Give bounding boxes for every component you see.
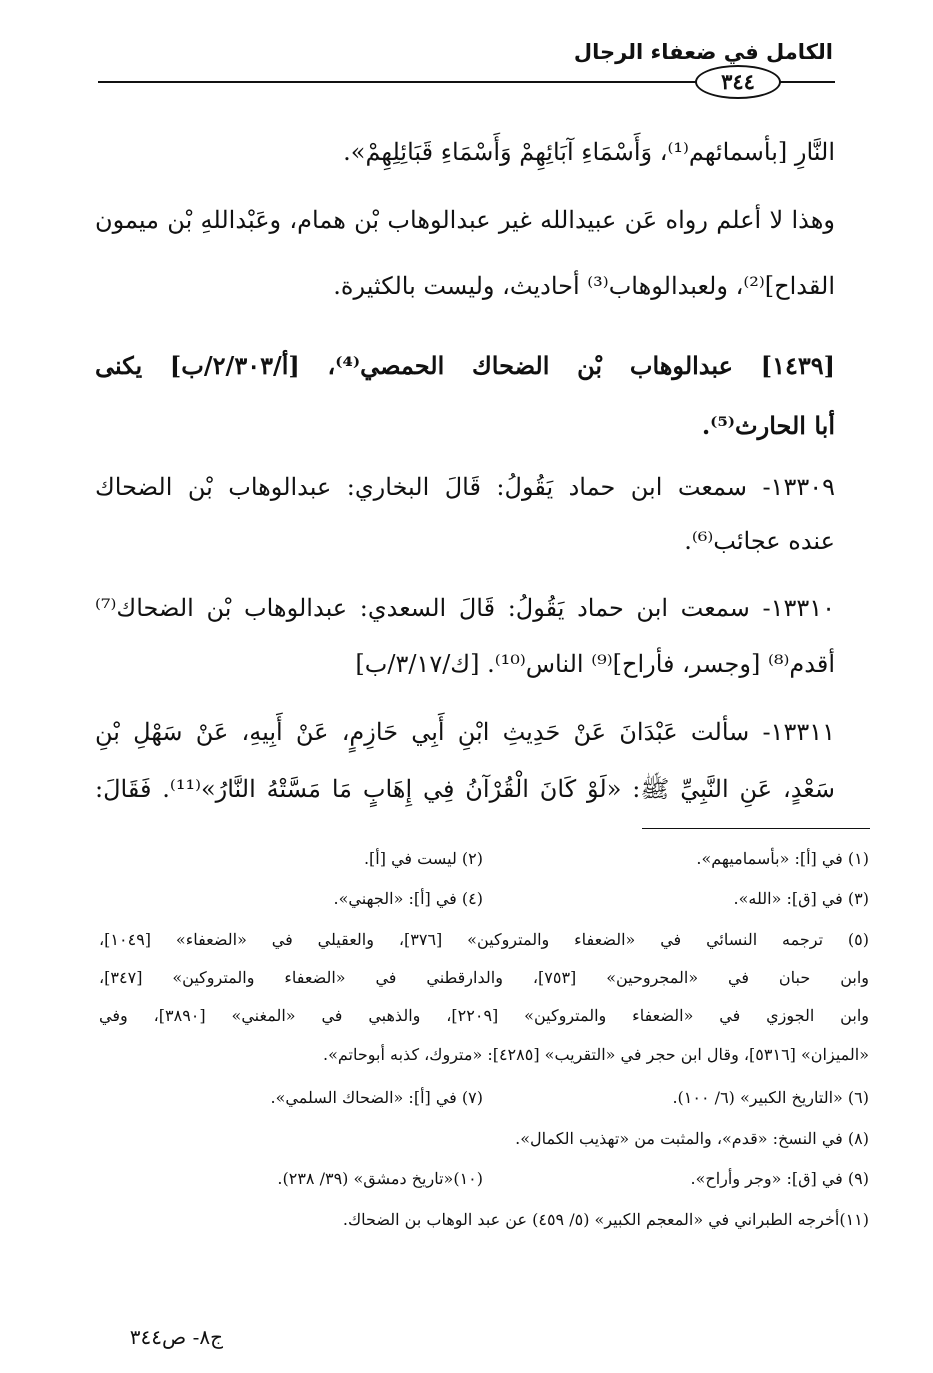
footnote-1: (١) في [أ]: «بأسماميهم». [696, 849, 869, 868]
hadith-13310-line-1: ١٣٣١٠- سمعت ابن حماد يَقُولُ: قَالَ السعدي: عبدالوهاب بْن الضحاك⁽⁷⁾ [95, 594, 836, 622]
footnote-6: (٦) «التاريخ الكبير» (٦/ ١٠٠). [672, 1088, 869, 1107]
body-line-3: القداح]⁽²⁾، ولعبدالوهاب⁽³⁾ أحاديث، وليست بالكثيرة. [333, 272, 835, 300]
running-title: الكامل في ضعفاء الرجال [573, 40, 833, 64]
entry-heading-line-1: [١٤٣٩] عبدالوهاب بْن الضحاك الحمصي⁽⁴⁾، [أ/٢/٣٠٣/ب] يكنى [95, 351, 835, 380]
hadith-13310-line-2: أقدم⁽⁸⁾ [وجسر، فأراح]⁽⁹⁾ الناس⁽¹⁰⁾. [ك/٣/١٧/ب] [355, 650, 835, 678]
body-line-2: وهذا لا أعلم رواه عَن عبيدالله غير عبدالوهاب بْن همام، وعَبْداللهِ بْن ميمون [95, 206, 835, 234]
hadith-13311-line-2: سَعْدٍ، عَنِ النَّبِيِّ ﷺ: «لَوْ كَانَ الْقُرْآنُ فِي إِهَابٍ مَا مَسَّتْهُ النَّارُ»⁽¹¹⁾. فَقَالَ: [95, 775, 835, 803]
footnote-3: (٣) في [ق]: «الله». [733, 889, 869, 908]
footnote-5-line-4: «الميزان» [٥٣١٦]، وقال ابن حجر في «التقريب» [٤٢٨٥]: «متروك، كذبه أبوحاتم». [323, 1045, 869, 1064]
footnote-10: (١٠)«تاريخ دمشق» (٣٩/ ٢٣٨). [277, 1169, 483, 1188]
footnote-5-line-3: وابن الجوزي في «الضعفاء والمتروكين» [٢٢٠٩]، والذهبي في «المغني» [٣٨٩٠]، وفي [99, 1006, 869, 1025]
body-line-1: النَّارِ [بأسمائهم⁽¹⁾، وَأَسْمَاءِ آبَائِهِمْ وَأَسْمَاءِ قَبَائِلِهِمْ». [343, 138, 835, 166]
entry-heading-line-2: أبا الحارث⁽⁵⁾. [701, 411, 835, 440]
footnote-11: (١١)أخرجه الطبراني في «المعجم الكبير» (٥/ ٤٥٩) عن عبد الوهاب بن الضحاك. [342, 1210, 869, 1229]
volume-page-footer: ج٨- ص٣٤٤ [129, 1325, 223, 1349]
footnote-5-line-1: (٥) ترجمه النسائي في «الضعفاء والمتروكين» [٣٧٦]، والعقيلي في «الضعفاء» [١٠٤٩]، [99, 930, 870, 949]
footnote-5-line-2: وابن حبان في «المجروحين» [٧٥٣]، والدارقطني في «الضعفاء والمتروكين» [٣٤٧]، [99, 968, 869, 987]
hadith-13309-line-1: ١٣٣٠٩- سمعت ابن حماد يَقُولُ: قَالَ البخاري: عبدالوهاب بْن الضحاك [95, 473, 835, 501]
footnote-2: (٢) ليست في [أ]. [363, 849, 483, 868]
footnote-8: (٨) في النسخ: «قدم»، والمثبت من «تهذيب الكمال». [515, 1129, 869, 1148]
page-number-badge: ٣٤٤ [695, 65, 781, 99]
footnote-9: (٩) في [ق]: «وجر وأراح». [690, 1169, 869, 1188]
footnote-7: (٧) في [أ]: «الضحاك السلمي». [270, 1088, 483, 1107]
footnote-4: (٤) في [أ]: «الجهني». [333, 889, 483, 908]
footnote-separator [642, 828, 870, 829]
hadith-13311-line-1: ١٣٣١١- سألت عَبْدَانَ عَنْ حَدِيثِ ابْنِ أَبِي حَازِمٍ، عَنْ أَبِيهِ، عَنْ سَهْلِ بْنِ [95, 718, 835, 746]
hadith-13309-line-2: عنده عجائب⁽⁶⁾. [684, 527, 835, 555]
